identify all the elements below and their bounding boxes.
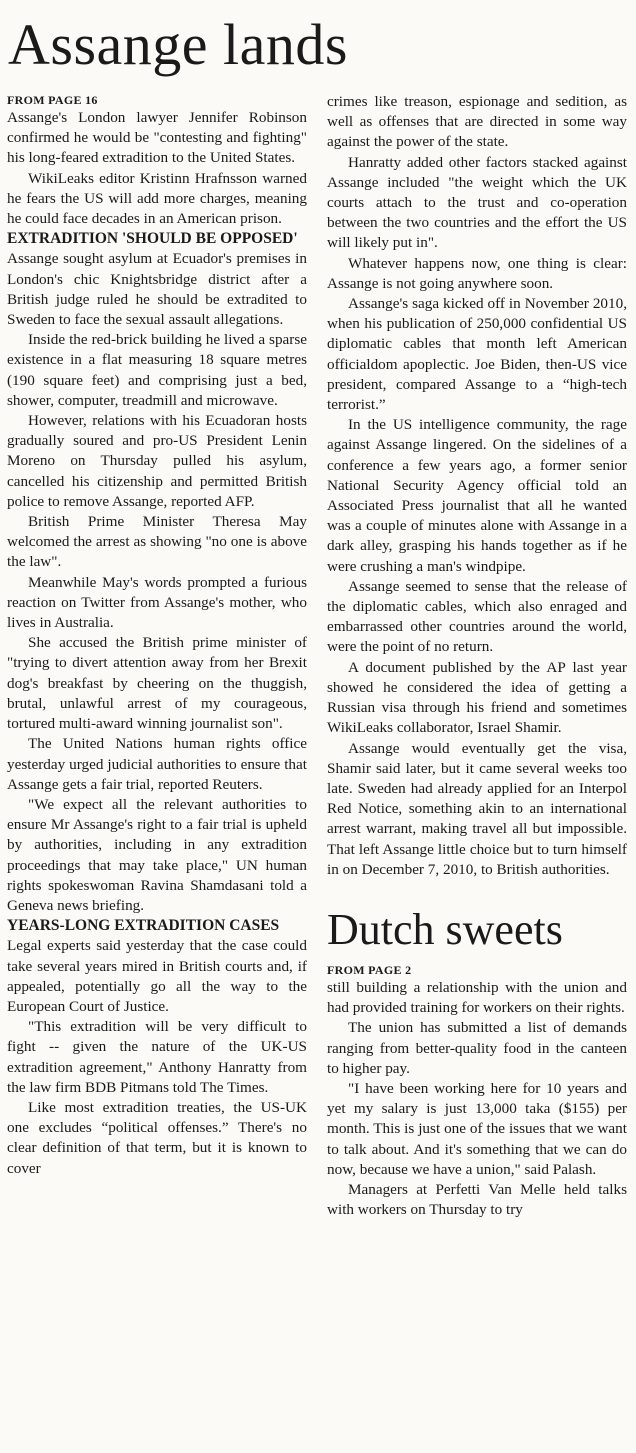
subhead-years-long: YEARS-LONG EXTRADITION CASES: [7, 917, 280, 935]
kicker-from-page-2: FROM PAGE 2: [327, 962, 412, 977]
headline-assange: Assange lands: [8, 12, 348, 77]
paragraph: Meanwhile May's words prompted a furious reaction on Twitter from Assange's mother, who lives in Australia.: [7, 573, 307, 632]
subhead-extradition-opposed: EXTRADITION 'SHOULD BE OPPOSED': [7, 230, 298, 248]
paragraph: "We expect all the relevant authorities to ensure Mr Assange's right to a fair trial is upheld by authorities, including in any extradition proceedings that may take place," UN human rights spokeswoman Ravina Shamdasani told a Geneva news briefing.: [7, 795, 307, 914]
article-dutch-sweets: [327, 906, 627, 1220]
paragraph: Assange would eventually get the visa, Shamir said later, but it came several weeks too late. Sweden had already applied for an Interpol Red Notice, something akin to an international arrest warrant, making travel all but impossible. That left Assange little choice but to turn himself in on December 7, 2010, to British authorities.: [327, 739, 627, 878]
paragraph: The union has submitted a list of demands ranging from better-quality food in the canteen to higher pay.: [327, 1019, 627, 1077]
paragraph: British Prime Minister Theresa May welcomed the arrest as showing "no one is above the law".: [7, 513, 307, 571]
paragraph: Hanratty added other factors stacked against Assange included "the weight which the UK courts attach to the trust and co-operation between the two countries and the effort the US will likely put in".: [327, 153, 627, 252]
paragraph: Assange's saga kicked off in November 2010, when his publication of 250,000 confidential US diplomatic cables that month left American officialdom apoplectic. Joe Biden, then-US vice president, compared Assange to a “high-tech terrorist.”: [327, 295, 627, 414]
paragraph: Assange seemed to sense that the release of the diplomatic cables, which also enraged and embarrassed other countries around the world, were the point of no return.: [327, 577, 627, 656]
headline-dutch-sweets: Dutch sweets: [327, 904, 563, 954]
paragraph: "I have been working here for 10 years and yet my salary is just 13,000 taka ($155) per month. This is just one of the issues that we want to talk about. And it's something that we can do now, because we have a union," said Palash.: [327, 1079, 627, 1178]
paragraph: "This extradition will be very difficult to fight -- given the nature of the UK-US extradition agreement," Anthony Hanratty from the law firm BDB Pitmans told The Times.: [7, 1018, 307, 1096]
paragraph: She accused the British prime minister of "trying to divert attention away from her Brexit dog's breakfast by cheering on the thuggish, brutal, unlawful arrest of my courageous, tortured multi-award winning journalist son".: [7, 634, 307, 733]
paragraph: Assange sought asylum at Ecuador's premises in London's chic Knightsbridge district after a British judge ruled he should be extradited to Sweden to face the sexual assault allegations.: [7, 250, 307, 329]
paragraph: The United Nations human rights office yesterday urged judicial authorities to ensure that Assange gets a fair trial, reported Reuters.: [7, 735, 307, 793]
paragraph: Managers at Perfetti Van Melle held talks with workers on Thursday to try: [327, 1180, 627, 1219]
paragraph: Legal experts said yesterday that the case could take several years mired in British courts and, if appealed, potentially go all the way to the European Court of Justice.: [7, 937, 307, 1015]
article-assange-right-column: [327, 92, 627, 1220]
paragraph: However, relations with his Ecuadoran hosts gradually soured and pro-US President Lenin Moreno on Thursday pulled his asylum, cancelled his citizenship and permitted British police to remove Assange, reported AFP.: [7, 412, 307, 510]
kicker-from-page-16: FROM PAGE 16: [7, 93, 98, 107]
paragraph: WikiLeaks editor Kristinn Hrafnsson warned he fears the US will add more charges, meaning he could face decades in an American prison.: [7, 169, 307, 228]
paragraph: Whatever happens now, one thing is clear: Assange is not going anywhere soon.: [327, 254, 627, 292]
paragraph: A document published by the AP last year showed he considered the idea of getting a Russian visa through his friend and sometimes WikiLeaks collaborator, Israel Shamir.: [327, 658, 627, 737]
paragraph: Inside the red-brick building he lived a sparse existence in a flat measuring 18 square metres (190 square feet) and comprising just a bed, shower, computer, treadmill and microwave.: [7, 331, 307, 409]
paragraph: crimes like treason, espionage and sedition, as well as offenses that are directed in some way against the power of the state.: [327, 93, 627, 151]
paragraph: Like most extradition treaties, the US-UK one excludes “political offenses.” There's no clear definition of that term, but it is known to cover: [7, 1098, 307, 1177]
paragraph: Assange's London lawyer Jennifer Robinson confirmed he would be "contesting and fighting" his long-feared extradition to the United States.: [7, 109, 307, 167]
paragraph: In the US intelligence community, the rage against Assange lingered. On the sidelines of a conference a few years ago, a former senior National Security Agency official told an Associated Press journalist that all he wanted was a couple of minutes alone with Assange in a dark alley, grasping his hands together as if he were crushing a man's windpipe.: [327, 416, 627, 575]
paragraph: still building a relationship with the union and had provided training for workers on their rights.: [327, 978, 627, 1017]
article-assange-left-column: [7, 92, 307, 1179]
